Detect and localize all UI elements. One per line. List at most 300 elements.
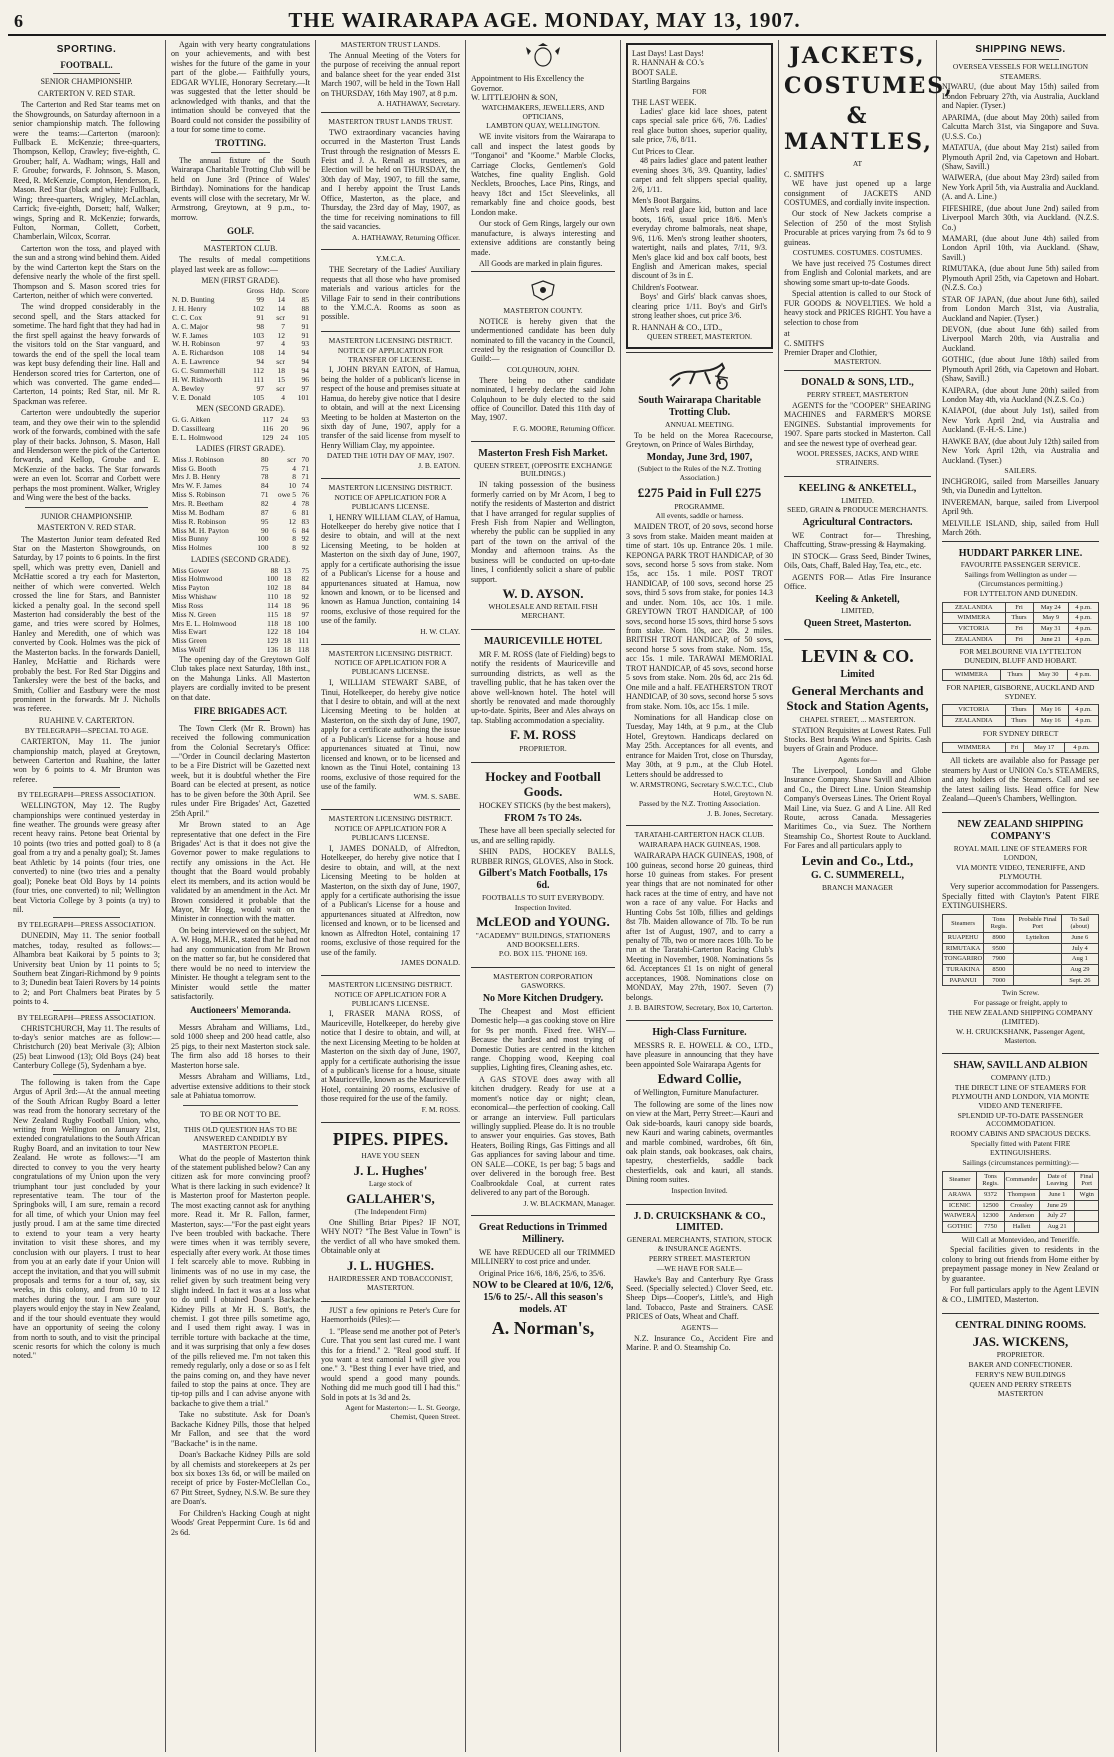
ad-headline: Hockey and Football Goods. [485, 768, 601, 799]
table-cell: 18 [283, 592, 291, 602]
ad-text: MASTERTON. [833, 357, 882, 367]
table-cell [1075, 1221, 1099, 1232]
ad-subheadline: Children's Footwear. [632, 282, 699, 292]
list-item: APARIMA, (due about May 20th) sailed from Calcutta March 31st, via Singapore and Suva. (U.S.S. Co.) [942, 112, 1099, 141]
ad-text: ANNUAL MEETING. [665, 419, 734, 429]
table-cell: 111 [253, 374, 264, 384]
table-cell: May 9 [1033, 613, 1069, 624]
ad-firm-name: Keeling & Anketell, [815, 593, 900, 605]
table-cell: 4 p.m. [1069, 705, 1099, 716]
ad-text: Inspection Invited. [671, 1185, 728, 1195]
column-sporting [8, 40, 166, 1752]
notice-signature: WM. S. SABE. [413, 792, 460, 802]
article-paragraph: Carterton were undoubtedly the superior team, and they owe their win to the splendid work of the forwards, combined with the safe play of their backs. Johnson, S. Mason, Hall and Henderson were the pick of the Carterton forwards, and Kellop, Groube and E. McKenzie of the backs. The Star forwards were an even lot. Scorrar and Corbett were perhaps the most prominent. Walker, Wrigley and Wing were the best of the backs. [13, 408, 160, 503]
ad-paragraph: HOCKEY STICKS (by the best makers), [479, 801, 611, 811]
ad-subheadline: Men's Boot Bargains. [632, 195, 702, 205]
ad-firm-name: NEW ZEALAND SHIPPING COMPANY'S [957, 819, 1084, 843]
table-cell: 71 [301, 463, 309, 473]
ad-firm-name: C. SMITH'S [784, 169, 825, 179]
royal-crest-icon [471, 43, 615, 71]
table-header-row: Gross Hdp. Score [246, 286, 309, 296]
match-heading: RUAHINE V. CARTERTON. [38, 715, 135, 725]
table-cell: C. C. Cox [172, 312, 203, 322]
notice-heading: MASTERTON LICENSING DISTRICT. [328, 814, 453, 824]
table-cell: 8 [292, 534, 297, 544]
ad-price: FROM 7s TO 24s. [504, 812, 582, 824]
table-cell: E. L. Holmwood [172, 432, 223, 442]
table-cell: 114 [267, 600, 279, 610]
ad-banner: Last Days! Last Days! [632, 49, 704, 58]
ad-paragraph: The Cheapest and Most efficient Domestic help—a gas cooking stove on Hire for 9s per month. Fixed free. WHY—Because the hardest and most trying of Domestic Duties are centred in the kitchen range. Chopping wood, Keeping coal supplies, Lighting fires, Cleaning ashes, etc. [471, 1006, 615, 1073]
subheading: SAILERS. [1004, 466, 1037, 476]
ad-firm-name: SHAW, SAVILL AND ALBION [953, 1060, 1088, 1072]
section-heading: Auctioneers' Memoranda. [190, 1005, 291, 1016]
table-cell: scr [276, 357, 286, 367]
sailing-table [942, 602, 1099, 646]
ad-paragraph: Men's real glace kid, button and lace boots, 16/6, usual price 18/6. Men's everyday chrome balmorals, neat shape, 9/6, 11/6. Men's strong leather shooters, watertight, nails and plates, 7/11, 9/3. Men's glace kid and box calf boots, best English and American makes, special discount of 3s in £. [632, 205, 767, 281]
table-row [943, 964, 1099, 975]
ad-subheadline: Cut Prices to Clear. [632, 146, 695, 156]
ad-headline: CENTRAL DINING ROOMS. [955, 1319, 1086, 1331]
table-cell: 136 [266, 645, 279, 655]
table-cell: TURAKINA [943, 964, 984, 975]
ad-text: CHAPEL STREET, ... MASTERTON. [799, 714, 916, 724]
table-cell: Miss J. Robinson [172, 454, 224, 464]
table-cell: 83 [301, 516, 309, 526]
table-cell: WIMMERA [943, 613, 1006, 624]
table-cell: G. C. Summerhill [172, 366, 226, 375]
table-cell: Thurs [1005, 613, 1033, 624]
ad-firm-name: C. SMITH'S [784, 338, 825, 348]
list-item: DEVON, (due about June 6th) sailed from Liverpool March 20th, via Australia and Auckland. [942, 324, 1099, 353]
table-cell: 4 p.m. [1069, 624, 1099, 635]
table-cell: owe 5 [277, 490, 297, 500]
table-cell: 129 [266, 636, 279, 646]
table-cell: 105 [252, 392, 264, 402]
ship-list [942, 82, 1099, 465]
table-cell: A. Bewley [172, 383, 205, 393]
table-cell: 97 [301, 383, 309, 393]
table-row [943, 1211, 1099, 1222]
article-paragraph: The annual fixture of the South Wairarapa Charitable Trotting Club will be held on June 3rd (Prince of Wales' Birthday). Nominations for the handicap events will close with the secretary, Mr W. Armstrong, Greytown, at 9 p.m., to-morrow. [171, 155, 310, 222]
notice-signature: F. M. ROSS. [421, 1104, 460, 1114]
ad-paragraph: STATION Requisites at Lowest Rates. Full Stocks. Best brands Wines and Spirits. Cash buyers of Grain and Produce. [784, 725, 931, 754]
route-heading: FOR NAPIER, GISBORNE, AUCKLAND AND SYDNEY. [946, 682, 1095, 701]
ad-text: HAVE YOU SEEN [361, 1150, 420, 1160]
table-cell: scr [276, 383, 286, 393]
table-cell: 115 [267, 609, 279, 619]
ad-text: PERRY STREET. MASTERTON [648, 1253, 751, 1263]
notice-paragraph: NOTICE is hereby given that the undermentioned candidate has been duly nominated to fill the vacancy in the Council, created by the resignation of Councillor D. Guild:— [471, 316, 615, 364]
table-cell: Thurs [1005, 716, 1033, 727]
ad-text: Specially fitted with Patent FIRE EXTINGUISHERS. [970, 1139, 1071, 1157]
table-cell: 104 [297, 627, 309, 637]
table-cell: A. C. Major [172, 321, 209, 331]
table-cell: 98 [256, 321, 264, 331]
table-cell: 12 [277, 330, 286, 340]
ad-name: J. L. Hughes' [353, 1162, 428, 1178]
ad-heading: TARATAHI-CARTERTON HACK CLUB. [634, 830, 765, 840]
route-heading: FOR MELBOURNE VIA LYTTELTON DUNEDIN, BLUFF AND HOBART. [959, 647, 1082, 666]
ad-paragraph: We have just received 75 Costumes direct from English and Colonial markets, and are showing some smart up-to-date Goods. [784, 259, 931, 287]
table-cell: 78 [301, 499, 309, 508]
table-cell: RIMUTAKA [943, 943, 984, 954]
ad-text: (Subject to the Rules of the N.Z. Trotting Association.) [637, 464, 762, 483]
ad-agent: Agent for Masterton:— L. St. George, Chemist, Queen Street. [345, 1403, 460, 1422]
ad-text: —WE HAVE FOR SALE— [656, 1263, 743, 1273]
table-cell: 122 [266, 627, 279, 637]
table-cell: 85 [301, 295, 309, 305]
notice-paragraph: I, WILLIAM STEWART SABE, of Tinui, Hotelkeeper, do hereby give notice that I desire to obtain, and will at the next Licensing Meeting to be holden at Masterton, on the sixth day of June, 1907, apply for a certificate authorising the issue of a Publican's License for a house and appurtenances situated at Tinui, now licensed and known, or to be licensed and known as the Tinui Hotel, containing 13 rooms, exclusive of those required for the use of the family. [321, 678, 460, 791]
article-paragraph: DUNEDIN, May 11. The senior football matches, today, resulted as follows:—Alhambra beat Kaikorai by 5 points to 3; University beat Union by 11 points to 5; Southern beat Zingari-Richmond by 9 points to 3; Dunedin beat Taieri Rovers by 14 points to 2; and Port Chalmers beat Pirates by 5 points to 4. [13, 931, 160, 1007]
ad-subheadline: THE LAST WEEK. [632, 97, 697, 107]
article-paragraph: CHRISTCHURCH, May 11. The results of to-day's senior matches are as follow:—Christchurch (20) beat Merivale (3); Albion (25) beat Linwood (13); Old Boys (24) beat Canterbury College (5), Sydenham a bye. [13, 1023, 160, 1071]
table-cell: Miss Holmes [172, 543, 212, 553]
ad-paragraph: All Goods are marked in plain figures. [479, 258, 603, 268]
ad-text: HAIRDRESSER AND TOBACCONIST, MASTERTON. [328, 1274, 453, 1292]
route-heading: FOR LYTTELTON AND DUNEDIN. [963, 588, 1078, 598]
table-cell: Anderson [1004, 1211, 1039, 1222]
table-cell: 8 [292, 472, 297, 482]
table-cell: 15 [277, 374, 286, 384]
table-cell: 8 [292, 543, 297, 553]
list-item: INVEREMAN, barque, sailed from Liverpool April 9th. [942, 497, 1099, 517]
table-row [943, 670, 1099, 681]
article-paragraph: Messrs Abraham and Williams, Ltd., advertise extensive additions to their stock sale at Pahiatua tomorrow. [171, 1072, 310, 1101]
table-cell: July 27 [1039, 1211, 1075, 1222]
table-cell: 97 [301, 609, 309, 619]
ad-text: QUEEN STREET, MASTERTON. [646, 332, 753, 342]
ad-paragraph: AGENTS FOR— Atlas Fire Insurance Office. [784, 572, 931, 592]
table-cell: 18 [283, 574, 291, 584]
table-cell: WIMMERA [943, 670, 1001, 681]
ad-text: QUEEN STREET, (OPPOSITE EXCHANGE BUILDINGS.) [473, 460, 613, 479]
ad-text: LIMITED, [841, 606, 874, 616]
section-heading: FIRE BRIGADES ACT. [193, 706, 288, 717]
table-cell: Thurs [1000, 670, 1029, 681]
table-cell: 102 [266, 583, 279, 593]
table-cell: Miss Payton [172, 583, 210, 593]
ad-paragraph: WE Contract for— Threshing, Chaffcutting, Straw-pressing & Haymaking. [784, 531, 931, 550]
ad-headline: Masterton Fresh Fish Market. [478, 447, 608, 459]
list-item: FIFESHIRE, (due about June 2nd) sailed from Liverpool March 30th, via Auckland. (N.Z.S. Co.) [942, 203, 1099, 232]
table-cell: 82 [261, 499, 269, 508]
table-cell: Thurs [1005, 705, 1033, 716]
article-paragraph: The wind dropped considerably in the second spell, and the Stars attacked for sometime. The hard fight that they had had in the first spell against the heavy forwards of the visitors told on the Star vanguard, and towards the end of the spell the local team was kept busy defending their line. Hall and Henderson scored tries for Carterton, one of which was converted. The game ended—Carterton, 14 points; Red Star, nil. Mr R. Spackman was referee. [13, 302, 160, 406]
ad-paragraph: Doan's Backache Kidney Pills are sold by all chemists and storekeepers at 2s per box six boxes 13s 6d, or will be mailed on receipt of price by Foster-McClellan Co., 67 Pitt Street, Sydney, N.S.W. Be sure they are Doan's. [171, 1450, 310, 1507]
table-row [943, 1189, 1099, 1200]
ad-text: VIA MONTE VIDEO, TENERIFFE, AND PLYMOUTH. [955, 862, 1086, 881]
ad-firm-name: DONALD & SONS, LTD., [801, 377, 914, 389]
subheading: STEAMERS. [999, 71, 1042, 81]
ad-text: "ACADEMY" BUILDINGS, STATIONERS AND BOOKSELLERS. [475, 930, 611, 949]
dateline: BY TELEGRAPH—PRESS ASSOCIATION. [17, 790, 156, 800]
ad-paragraph: These have all been specially selected for us, and are selling rapidly. [471, 826, 615, 845]
ad-text: COSTUMES. COSTUMES. COSTUMES. [792, 248, 923, 258]
article-paragraph: Mr Brown stated to an Age representative that one defect in the Fire Brigades' Act is that it does not give the Governor power to make regulations to rectify any omissions in the Act. He thought that the Board would probably elect its members, and its action would be validated by an amendment in the Act. Mr Brown considered it probable that the Mayor, Mr Hogg, would wait on the Minister in connection with the matter. [171, 820, 310, 924]
dateline: BY TELEGRAPH—SPECIAL TO AGE. [24, 726, 149, 736]
table-cell: 105 [297, 432, 309, 442]
table-cell: 75 [261, 463, 269, 473]
table-cell: RUAPEHU [943, 933, 984, 944]
ad-paragraph: MR F. M. ROSS (late of Fielding) begs to notify the residents of Mauriceville and surrounding districts, as well as the travelling public, that he has taken over the above well-known hotel. The hotel will shortly be renovated and made thoroughly up-to-date. Spirits, Beer and Ales always on tap. Stabling accommodation a speciality. [471, 649, 615, 725]
ad-text: WATCHMAKERS, JEWELLERS, AND OPTICIANS, [481, 102, 605, 121]
list-item: STAR OF JAPAN, (due about June 6th), sailed from London March 31st, via Australia, Auckland and Napier. (Tyser.) [942, 294, 1099, 323]
table-cell: Aug 21 [1039, 1221, 1075, 1232]
table-cell: 92 [301, 543, 309, 553]
table-cell: 71 [301, 472, 309, 482]
table-cell: GOTHIC [943, 1221, 977, 1232]
table-cell: 9372 [977, 1189, 1004, 1200]
table-cell: 12500 [977, 1200, 1004, 1211]
table-cell: 12300 [977, 1211, 1004, 1222]
table-cell: 75 [301, 565, 309, 575]
table-cell: 84 [301, 583, 309, 593]
article-paragraph: Again with very hearty congratulations on your achievements, and with best wishes for the future of the game in your part of the globe.— Faithfully yours, EDGAR WYLIE, Honorary Secretary.—It was suggested that the letter should be acknowledged with thanks, and that the intimation should be conveyed that the Board could not consider the possibility of a tour for some time to come. [171, 40, 310, 134]
ad-heading: MASTERTON CORPORATION GASWORKS. [493, 972, 593, 991]
table-cell: Sept. 26 [1061, 975, 1098, 986]
section-heading: TROTTING. [215, 138, 266, 149]
table-cell: 94 [301, 357, 309, 367]
list-item: HAWKE BAY, (due about July 12th) sailed from New York April 12th, via Australia and Auckland. (Tyser.) [942, 436, 1099, 465]
table-cell: 112 [252, 366, 264, 375]
table-cell: Mrs W. F. James [172, 481, 222, 491]
ad-text: Large stock of [368, 1179, 413, 1189]
notice-signature: A. HATHAWAY, Returning Officer. [351, 232, 460, 242]
table-cell: 18 [283, 583, 291, 593]
ad-text: PROPRIETOR. [996, 1350, 1045, 1360]
table-cell [1014, 975, 1061, 986]
notice-paragraph: THE Secretary of the Ladies' Auxiliary requests that all those who have promised materials and various articles for the Village Fair to send in their contributions to the Y.M.C.A. Rooms as soon as possible. [321, 265, 460, 322]
table-cell: 76 [301, 490, 309, 500]
table-cell: 87 [261, 507, 269, 517]
columns [8, 40, 1106, 1752]
ad-headline: PIPES. PIPES. [332, 1128, 449, 1149]
ad-text: FAVOURITE PASSENGER SERVICE. [960, 560, 1081, 570]
ad-text: FOR [692, 86, 707, 96]
ad-text: Sailings from Wellington as under — (Circumstances permitting.) [964, 570, 1077, 589]
list-item: NIWARU, (due about May 15th) sailed from London February 27th, via Australia, Auckland and Napier. (Tyser.) [942, 82, 1099, 111]
notice-subheading: NOTICE OF APPLICATION FOR A PUBLICAN'S LICENSE. [334, 989, 447, 1008]
ad-firm-name: J. D. CRUICKSHANK & CO., LIMITED. [633, 1210, 766, 1234]
table-cell: 8500 [984, 964, 1014, 975]
table-cell: Fri [1005, 634, 1033, 645]
table-cell: May 31 [1033, 624, 1069, 635]
table-cell: VICTORIA [943, 705, 1006, 716]
ad-headline: General Merchants and Stock and Station Agents, [786, 683, 929, 714]
ad-headline: Gilbert's Match Footballs, 17s 6d. [478, 868, 608, 891]
article-paragraph: CARTERTON, May 11. The junior championship match, played at Greytown, between Carterton and Ruahine, the latter won by 6 points to 4. Mr Brunton was referee. [13, 737, 160, 784]
ad-paragraph: of Wellington, Furniture Manufacturer. [634, 1088, 759, 1098]
golf-scores-ladies-second [171, 567, 310, 655]
table-cell: 96 [301, 600, 309, 610]
ad-text: (The Independent Firm) [354, 1207, 427, 1217]
ad-paragraph: Boys' and Girls' black canvas shoes, clearing price 1/11. Boy's and Girl's strong leather shoes, cut price 3/6. [632, 292, 767, 321]
table-row [943, 613, 1099, 624]
notice-paragraph: The Annual Meeting of the Voters for the purpose of receiving the annual report and balance sheet for the year ended 31st March 1907, will be held in the Town Hall on THURSDAY, 16th May 1907, at 8 p.m. [321, 50, 460, 98]
nzsc-table [942, 914, 1099, 987]
ad-boot-sale [626, 43, 773, 349]
ad-name: Edward Collie, [657, 1071, 742, 1087]
table-cell: 88 [301, 304, 309, 314]
ad-text: QUEEN AND PERRY STREETS [969, 1379, 1072, 1389]
ad-paragraph: The following are some of the lines now on view at the Mart, Perry Street:—Kauri and Oak side-boards, kauri canopy side boards, new Kauri and waring cabinets, overmantles and marble combined, wardrobes, 6ft 6in, oak plain stands, oak bookcases, oak chairs, tapestry, chesterfields, saddle back chesterfields, oak and kauri, all stands. Dining room suites. [626, 1099, 773, 1185]
column-trotting-golf [166, 40, 316, 1752]
table-cell: 92 [301, 592, 309, 602]
list-item: MAMARI, (due about June 4th) sailed from London April 10th, via Auckland. (Shaw, Savill.) [942, 234, 1099, 262]
ad-headline: South Wairarapa Charitable Trotting Club. [638, 395, 761, 419]
ad-paragraph: One Shilling Briar Pipes? IF NOT, WHY NOT? "The Best Value in Town" is the verdict of all who have smoked them. Obtainable only at [321, 1218, 460, 1256]
column-ads-a [466, 40, 621, 1752]
table-cell: Miss Wolff [172, 645, 206, 655]
list-item: INCHGROIG, sailed from Marseilles January 9th, via Dunedin and Lyttelton. [942, 476, 1099, 496]
subsection-heading: FOOTBALL. [60, 59, 113, 70]
table-cell: 4 p.m. [1064, 742, 1098, 753]
table-cell: Mrs J. B. Henry [172, 472, 221, 482]
ad-text: PROGRAMME. [674, 501, 725, 511]
table-cell: 4 [292, 499, 297, 508]
article-paragraph: The opening day of the Greytown Golf Club takes place next Saturday, 18th inst., on the Mahunga Links. All Masterton players are cordially invited to be present on that date. [171, 654, 310, 702]
table-cell: 14 [277, 295, 286, 305]
column-ads-b [621, 40, 779, 1752]
table-cell: Miss Whishaw [172, 592, 217, 602]
section-heading: GOLF. [227, 226, 254, 237]
ad-paragraph: N.Z. Insurance Co., Accident Fire and Marine. P. and O. Steamship Co. [626, 1333, 773, 1352]
list-item: MATATUA, (due about May 21st) sailed from Plymouth April 2nd, via Capetown and Hobart. (Shaw, Savill.) [942, 143, 1099, 171]
article-paragraph: Carterton won the toss, and played with the sun and a strong wind behind them. Aided by the wind Carterton kept the Stars on the defensive nearly the whole of the first spell. Thompson and S. Mason scored tries for Carterton, neither of which were converted. [13, 243, 160, 301]
table-row [943, 1200, 1099, 1211]
table-cell: A. E. Richardson [172, 348, 224, 358]
subheading: OVERSEA VESSELS FOR WELLINGTON [952, 61, 1089, 71]
notice-heading: MASTERTON COUNTY. [503, 305, 583, 315]
ad-text: AT [852, 158, 863, 168]
table-cell: 4 p.m. [1069, 613, 1099, 624]
table-cell: 84 [261, 481, 269, 491]
golf-scores-ladies-first [171, 456, 310, 553]
table-cell: Thompson [1004, 1189, 1039, 1200]
table-cell: July 4 [1061, 943, 1098, 954]
ad-paragraph: MESSRS R. E. HOWELL & CO., LTD., have pleasure in announcing that they have been appointed Sole Wairarapa Agents for [626, 1040, 773, 1069]
ad-headline: No More Kitchen Drudgery. [482, 993, 604, 1004]
ad-paragraph: Very superior accommodation for Passengers. Specially fitted with Clayton's Patent FIRE EXTINGUISHERS. [942, 882, 1099, 911]
grade-heading: LADIES (SECOND GRADE). [190, 555, 291, 565]
table-cell: 116 [262, 423, 274, 433]
table-cell [1014, 964, 1061, 975]
list-item: RIMUTAKA, (due about June 5th) sailed from Plymouth April 25th, via Capetown and Hobart. (N.Z.S. Co.) [942, 264, 1099, 293]
list-item: GOTHIC, (due about June 18th) sailed from Plymouth April 26th, via Capetown and Hobart. (Shaw, Savill.) [942, 355, 1099, 384]
table-cell: VICTORIA [943, 624, 1006, 635]
table-cell: 18 [283, 609, 291, 619]
notice-signature: JAMES DONALD. [400, 958, 460, 968]
article-paragraph: The results of medal competitions played last week are as follow:— [171, 255, 310, 274]
ad-heading: TO BE OR NOT TO BE. [200, 1109, 281, 1119]
ad-paragraph: WE have REDUCED all our TRIMMED MILLINERY to cost price and under. [471, 1247, 615, 1267]
ad-paragraph: Our stock of Gem Rings, largely our own manufacture, is always interesting and extensive additions are constantly being made. [471, 219, 615, 257]
table-cell: June 6 [1061, 933, 1098, 944]
notice-heading: MASTERTON LICENSING DISTRICT. [328, 483, 453, 492]
table-cell: May 16 [1033, 705, 1069, 716]
table-row [943, 1221, 1099, 1232]
table-cell: 99 [256, 295, 264, 305]
list-item: MELVILLE ISLAND, ship, sailed from Hull March 26th. [942, 518, 1099, 538]
table-cell: 70 [301, 454, 309, 464]
ad-stake: £275 Paid in Full £275 [637, 485, 762, 501]
ad-paragraph: For full particulars apply to the Agent LEVIN & CO., LIMITED, Masterton. [942, 1285, 1099, 1304]
table-cell: Miss Ross [172, 600, 204, 610]
table-cell: 117 [262, 414, 274, 424]
table-cell: 91 [301, 330, 309, 340]
table-cell: A. E. Lawrence [172, 357, 220, 367]
table-cell: Fri [1005, 742, 1024, 753]
notice-candidate: COLQUHOUN, JOHN. [506, 364, 580, 374]
table-cell: 100 [257, 543, 269, 553]
ad-paragraph: IN STOCK— Grass Seed, Binder Twines, Oils, Oats, Chaff, Baled Hay, Tea, etc., etc. [784, 551, 931, 571]
table-cell: ZEALANDIA [943, 602, 1006, 613]
table-row [171, 646, 310, 655]
table-cell: 94 [301, 366, 309, 375]
table-cell: 7 [281, 321, 286, 331]
notice-signature: J. B. EATON. [418, 461, 460, 471]
ad-paragraph: A GAS STOVE does away with all kitchen drudgery. Ready for use at a moment's notice day or night; clean, economical—the perfection of cooking. Call or arrange an interview. Full particulars willingly supplied. Please do. It is no trouble to answer your enquiries. Gas stoves, Bath Heaters, Boiling Rings, Gas Fittings and all Gas appliances for saving labour and time. ON SALE—COKE, 1s per bag; 5 bags and over delivered in the borough free. Best Coalbrookdale Coal, at current rates delivered to any part of the Borough. [471, 1074, 615, 1198]
table-cell: Miss Holmwood [172, 574, 223, 584]
table-cell: 84 [301, 525, 309, 535]
ad-text: BRANCH MANAGER [821, 882, 894, 892]
table-cell: Hallett [1004, 1221, 1039, 1232]
ad-paragraph: WAIRARAPA HACK GUINEAS, 1908, of 100 guineas, second horse 20 guineas, third horse 10 guineas from stakes. For present year things that are not nominated for other hack races at the time of entry, and have not won a race of any value. For Hacks and Hunting Cobs 5st 10lb, fillies and geldings 8st 7lb. Maiden allowance of 7lb. To be run after 1st of August, 1907, and to carry a penalty of 7lb, two or more races 10lb. To be run at the Taratahi-Carterton Racing Club's Meeting in November, 1908. Nominations 5s 6d. Acceptances £1 1s on night of general acceptances, 1908. Nominations close on MONDAY, May 27th, 1907. Seven (7) belongs. [626, 851, 773, 1002]
table-cell: 118 [298, 645, 309, 655]
subheading: JUNIOR CHAMPIONSHIP. [40, 511, 133, 521]
article-paragraph: The Town Clerk (Mr R. Brown) has received the following communication from the Colonial Secretary's Office:—"Order in Council declaring Masterton to be a Fire District will be Gazetted next week, but it is doubtful whether the Fire Board can be elected at present, as notice has to be given before the 30th April. See rules under Fire Brigades' Act, Gazetted 25th April." [171, 723, 310, 818]
table-cell: June 29 [1039, 1200, 1075, 1211]
table-row [943, 602, 1099, 613]
table-cell: 94 [256, 357, 264, 367]
ad-paragraph: The Liverpool, London and Globe Insurance Company. Shaw Savill and Albion and Co., the Direct Line. Union Steamship Company's Overseas Lines. The Orient Royal Mail Line, via Suez. G and A Line. All Red Route, across Canada. Messageries Maritimes Co., via Suez. The Northern Steamship Co., Shortest Route to Auckland. For Fares and all particulars apply to [784, 765, 931, 851]
article-paragraph: On being interviewed on the subject, Mr A. W. Hogg, M.H.R., stated that he had not had any communication from Mr Brown on the matter so far, but he considered that there would be no need to interview the Minister. He thought a telegram sent to the Minister would settle the matter satisfactorily. [171, 925, 310, 1001]
ad-name: JAS. WICKENS, [972, 1333, 1069, 1349]
table-cell: 24 [280, 414, 289, 424]
table-cell: Mrs E. L. Holmwood [172, 618, 237, 628]
notice-heading: MASTERTON LICENSING DISTRICT. [328, 648, 453, 658]
route-heading: FOR SYDNEY DIRECT [982, 728, 1059, 738]
table-cell: 7000 [984, 975, 1014, 986]
ad-text: LIMITED. [841, 495, 874, 505]
ad-firm-name: R. HANNAH & CO.'s [632, 58, 704, 68]
notice-subheading: NOTICE OF APPLICATION FOR TRANSFER OF LICENSE. [337, 345, 444, 364]
notice-paragraph: There being no other candidate nominated, I hereby declare the said John Colquhoun to be duly elected to the said office of Councillor. Dated this 11th day of May, 1907. [471, 375, 615, 423]
shaw-table [942, 1171, 1099, 1233]
ad-name: W. D. AYSON. [502, 586, 584, 602]
ad-text: THE NEW ZEALAND SHIPPING COMPANY (LIMITED). [947, 1007, 1093, 1026]
table-header-row: Steamers Tons Regis. Probable Final Port To Sail (about) [943, 914, 1099, 932]
table-cell [1075, 1211, 1099, 1222]
table-cell: 10 [288, 481, 297, 491]
table-cell: Miss Gower [172, 565, 209, 575]
table-cell: scr [287, 454, 297, 464]
table-cell: Miss M. Bodham [172, 507, 225, 517]
ad-paragraph: SHIN PADS, HOCKEY BALLS, RUBBER RINGS, GLOVES, Also in Stock. [471, 847, 615, 866]
notice-signature: H. W. CLAY. [420, 626, 460, 636]
ad-paragraph: JUST a few opinions re Peter's Cure for Haemorrhoids (Piles):— [321, 1305, 460, 1325]
trotting-horse-icon [626, 360, 773, 392]
sailing-table [942, 742, 1099, 754]
grade-heading: LADIES (FIRST GRADE). [196, 444, 285, 454]
table-cell: 91 [301, 312, 309, 322]
ad-text: PERRY STREET, MASTERTON [806, 390, 909, 400]
match-heading: CARTERTON V. RED STAR. [37, 88, 136, 98]
ad-text: PROPRIETOR. [519, 743, 567, 753]
table-cell: Miss S. Robinson [172, 490, 226, 500]
table-cell: 9500 [984, 943, 1014, 954]
